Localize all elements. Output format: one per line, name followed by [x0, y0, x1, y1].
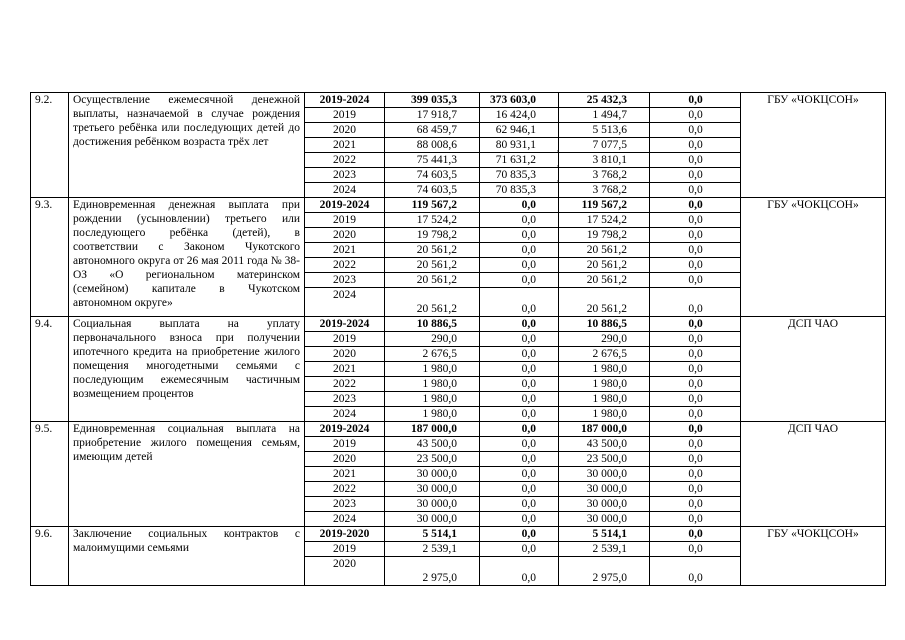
regional-amount-cell: 2 539,1: [559, 542, 650, 557]
local-amount-cell: 0,0: [650, 317, 741, 332]
federal-amount-cell: 0,0: [480, 512, 559, 527]
local-amount-cell: 0,0: [650, 467, 741, 482]
federal-amount-cell: 71 631,2: [480, 153, 559, 168]
federal-amount-cell: 0,0: [480, 422, 559, 437]
total-amount-cell: 20 561,2: [385, 258, 480, 273]
local-amount-cell: 0,0: [650, 347, 741, 362]
local-amount-cell: 0,0: [650, 557, 741, 586]
local-amount-cell: 0,0: [650, 392, 741, 407]
local-amount-cell: 0,0: [650, 153, 741, 168]
regional-amount-cell: 5 513,6: [559, 123, 650, 138]
federal-amount-cell: 0,0: [480, 437, 559, 452]
total-amount-cell: 17 524,2: [385, 213, 480, 228]
federal-amount-cell: 0,0: [480, 347, 559, 362]
total-amount-cell: 290,0: [385, 332, 480, 347]
local-amount-cell: 0,0: [650, 482, 741, 497]
regional-amount-cell: 20 561,2: [559, 258, 650, 273]
budget-table: [30, 92, 886, 586]
federal-amount-cell: 0,0: [480, 228, 559, 243]
table-row-total: [31, 93, 886, 108]
regional-amount-cell: 30 000,0: [559, 482, 650, 497]
regional-amount-cell: 5 514,1: [559, 527, 650, 542]
local-amount-cell: 0,0: [650, 527, 741, 542]
total-amount-cell: 399 035,3: [385, 93, 480, 108]
federal-amount-cell: 0,0: [480, 288, 559, 317]
regional-amount-cell: 1 980,0: [559, 362, 650, 377]
local-amount-cell: 0,0: [650, 377, 741, 392]
total-amount-cell: 23 500,0: [385, 452, 480, 467]
period-cell: 2024: [305, 407, 385, 422]
table-row-total: [31, 422, 886, 437]
total-amount-cell: 74 603,5: [385, 168, 480, 183]
section-description: Заключение социальных контрактов с малоимущими семьями: [69, 527, 305, 586]
section-number: 9.6.: [31, 527, 69, 586]
total-amount-cell: 1 980,0: [385, 407, 480, 422]
local-amount-cell: 0,0: [650, 138, 741, 153]
period-cell: 2024: [305, 288, 385, 317]
federal-amount-cell: 0,0: [480, 317, 559, 332]
period-cell: 2023: [305, 497, 385, 512]
federal-amount-cell: 0,0: [480, 467, 559, 482]
period-cell: 2019: [305, 108, 385, 123]
local-amount-cell: 0,0: [650, 168, 741, 183]
regional-amount-cell: 1 494,7: [559, 108, 650, 123]
regional-amount-cell: 3 768,2: [559, 183, 650, 198]
period-cell: 2019-2024: [305, 93, 385, 108]
total-amount-cell: 20 561,2: [385, 288, 480, 317]
regional-amount-cell: 119 567,2: [559, 198, 650, 213]
federal-amount-cell: 0,0: [480, 273, 559, 288]
local-amount-cell: 0,0: [650, 288, 741, 317]
section-description: Единовременная социальная выплата на приобретение жилого помещения семьям, имеющим детей: [69, 422, 305, 527]
total-amount-cell: 2 539,1: [385, 542, 480, 557]
period-cell: 2022: [305, 482, 385, 497]
total-amount-cell: 2 676,5: [385, 347, 480, 362]
regional-amount-cell: 17 524,2: [559, 213, 650, 228]
scan-speck: ·: [556, 176, 559, 186]
local-amount-cell: 0,0: [650, 452, 741, 467]
regional-amount-cell: 2 676,5: [559, 347, 650, 362]
period-cell: 2024: [305, 183, 385, 198]
period-cell: 2024: [305, 512, 385, 527]
local-amount-cell: 0,0: [650, 108, 741, 123]
total-amount-cell: 20 561,2: [385, 243, 480, 258]
period-cell: 2020: [305, 123, 385, 138]
period-cell: 2021: [305, 243, 385, 258]
local-amount-cell: 0,0: [650, 422, 741, 437]
period-cell: 2020: [305, 347, 385, 362]
regional-amount-cell: 1 980,0: [559, 392, 650, 407]
total-amount-cell: 119 567,2: [385, 198, 480, 213]
local-amount-cell: 0,0: [650, 183, 741, 198]
period-cell: 2019: [305, 437, 385, 452]
federal-amount-cell: 70 835,3: [480, 183, 559, 198]
period-cell: 2023: [305, 168, 385, 183]
total-amount-cell: 1 980,0: [385, 377, 480, 392]
federal-amount-cell: 0,0: [480, 497, 559, 512]
period-cell: 2019-2024: [305, 422, 385, 437]
regional-amount-cell: 43 500,0: [559, 437, 650, 452]
table-body: [31, 93, 886, 586]
period-cell: 2022: [305, 153, 385, 168]
regional-amount-cell: 3 768,2: [559, 168, 650, 183]
period-cell: 2021: [305, 362, 385, 377]
regional-amount-cell: 19 798,2: [559, 228, 650, 243]
total-amount-cell: 1 980,0: [385, 392, 480, 407]
total-amount-cell: 20 561,2: [385, 273, 480, 288]
period-cell: 2022: [305, 377, 385, 392]
federal-amount-cell: 0,0: [480, 542, 559, 557]
regional-amount-cell: 290,0: [559, 332, 650, 347]
period-cell: 2019-2020: [305, 527, 385, 542]
federal-amount-cell: 16 424,0: [480, 108, 559, 123]
table-row-total: [31, 527, 886, 542]
total-amount-cell: 2 975,0: [385, 557, 480, 586]
local-amount-cell: 0,0: [650, 198, 741, 213]
local-amount-cell: 0,0: [650, 497, 741, 512]
federal-amount-cell: 0,0: [480, 482, 559, 497]
section-number: 9.2.: [31, 93, 69, 198]
local-amount-cell: 0,0: [650, 273, 741, 288]
period-cell: 2019-2024: [305, 317, 385, 332]
regional-amount-cell: 30 000,0: [559, 467, 650, 482]
federal-amount-cell: 0,0: [480, 527, 559, 542]
federal-amount-cell: 0,0: [480, 362, 559, 377]
regional-amount-cell: 20 561,2: [559, 288, 650, 317]
total-amount-cell: 19 798,2: [385, 228, 480, 243]
regional-amount-cell: 30 000,0: [559, 497, 650, 512]
local-amount-cell: 0,0: [650, 213, 741, 228]
federal-amount-cell: 0,0: [480, 452, 559, 467]
regional-amount-cell: 187 000,0: [559, 422, 650, 437]
regional-amount-cell: 7 077,5: [559, 138, 650, 153]
executor-cell: ГБУ «ЧОКЦСОН»: [741, 527, 886, 586]
period-cell: 2019: [305, 332, 385, 347]
total-amount-cell: 187 000,0: [385, 422, 480, 437]
local-amount-cell: 0,0: [650, 93, 741, 108]
total-amount-cell: 30 000,0: [385, 497, 480, 512]
section-number: 9.5.: [31, 422, 69, 527]
executor-cell: ДСП ЧАО: [741, 317, 886, 422]
total-amount-cell: 17 918,7: [385, 108, 480, 123]
period-cell: 2019: [305, 542, 385, 557]
period-cell: 2019: [305, 213, 385, 228]
total-amount-cell: 30 000,0: [385, 512, 480, 527]
federal-amount-cell: 0,0: [480, 332, 559, 347]
table-row-total: [31, 198, 886, 213]
federal-amount-cell: 0,0: [480, 557, 559, 586]
federal-amount-cell: 0,0: [480, 407, 559, 422]
period-cell: 2020: [305, 452, 385, 467]
period-cell: 2022: [305, 258, 385, 273]
federal-amount-cell: 80 931,1: [480, 138, 559, 153]
local-amount-cell: 0,0: [650, 512, 741, 527]
section-number: 9.3.: [31, 198, 69, 317]
federal-amount-cell: 0,0: [480, 258, 559, 273]
local-amount-cell: 0,0: [650, 243, 741, 258]
local-amount-cell: 0,0: [650, 542, 741, 557]
federal-amount-cell: 0,0: [480, 213, 559, 228]
federal-amount-cell: 70 835,3: [480, 168, 559, 183]
scan-speck: ·: [556, 146, 559, 156]
period-cell: 2023: [305, 273, 385, 288]
section-description: Осуществление ежемесячной денежной выплаты, назначаемой в случае рождения третьего ребёнка или последующих детей до достижения ребёнком возраста трёх лет: [69, 93, 305, 198]
period-cell: 2021: [305, 138, 385, 153]
period-cell: 2021: [305, 467, 385, 482]
period-cell: 2020: [305, 228, 385, 243]
federal-amount-cell: 0,0: [480, 198, 559, 213]
total-amount-cell: 68 459,7: [385, 123, 480, 138]
regional-amount-cell: 1 980,0: [559, 407, 650, 422]
local-amount-cell: 0,0: [650, 362, 741, 377]
local-amount-cell: 0,0: [650, 228, 741, 243]
executor-cell: ГБУ «ЧОКЦСОН»: [741, 198, 886, 317]
regional-amount-cell: 3 810,1: [559, 153, 650, 168]
total-amount-cell: 74 603,5: [385, 183, 480, 198]
local-amount-cell: 0,0: [650, 258, 741, 273]
federal-amount-cell: 373 603,0: [480, 93, 559, 108]
executor-cell: ДСП ЧАО: [741, 422, 886, 527]
period-cell: 2020: [305, 557, 385, 586]
total-amount-cell: 1 980,0: [385, 362, 480, 377]
regional-amount-cell: 30 000,0: [559, 512, 650, 527]
federal-amount-cell: 0,0: [480, 377, 559, 392]
period-cell: 2023: [305, 392, 385, 407]
total-amount-cell: 88 008,6: [385, 138, 480, 153]
local-amount-cell: 0,0: [650, 123, 741, 138]
regional-amount-cell: 20 561,2: [559, 243, 650, 258]
regional-amount-cell: 2 975,0: [559, 557, 650, 586]
regional-amount-cell: 1 980,0: [559, 377, 650, 392]
local-amount-cell: 0,0: [650, 437, 741, 452]
period-cell: 2019-2024: [305, 198, 385, 213]
total-amount-cell: 75 441,3: [385, 153, 480, 168]
scan-speck: ·: [556, 161, 559, 171]
total-amount-cell: 5 514,1: [385, 527, 480, 542]
section-number: 9.4.: [31, 317, 69, 422]
total-amount-cell: 30 000,0: [385, 467, 480, 482]
local-amount-cell: 0,0: [650, 407, 741, 422]
total-amount-cell: 30 000,0: [385, 482, 480, 497]
regional-amount-cell: 10 886,5: [559, 317, 650, 332]
regional-amount-cell: 25 432,3: [559, 93, 650, 108]
section-description: Социальная выплата на уплату первоначального взноса при получении ипотечного кредита на приобретение жилого помещения многодетными семьями с последующим ежемесячным частичным возмещением процентов: [69, 317, 305, 422]
regional-amount-cell: 23 500,0: [559, 452, 650, 467]
section-description: Единовременная денежная выплата при рождении (усыновлении) третьего или последующего ребёнка (детей), в соответствии с Законом Чукотского автономного округа от 26 мая 2011 года № 38-ОЗ «О региональном материнском (семейном) капитале в Чукотском автономном округе»: [69, 198, 305, 317]
regional-amount-cell: 20 561,2: [559, 273, 650, 288]
table-row-total: [31, 317, 886, 332]
total-amount-cell: 10 886,5: [385, 317, 480, 332]
federal-amount-cell: 0,0: [480, 243, 559, 258]
total-amount-cell: 43 500,0: [385, 437, 480, 452]
federal-amount-cell: 0,0: [480, 392, 559, 407]
executor-cell: ГБУ «ЧОКЦСОН»: [741, 93, 886, 198]
federal-amount-cell: 62 946,1: [480, 123, 559, 138]
local-amount-cell: 0,0: [650, 332, 741, 347]
